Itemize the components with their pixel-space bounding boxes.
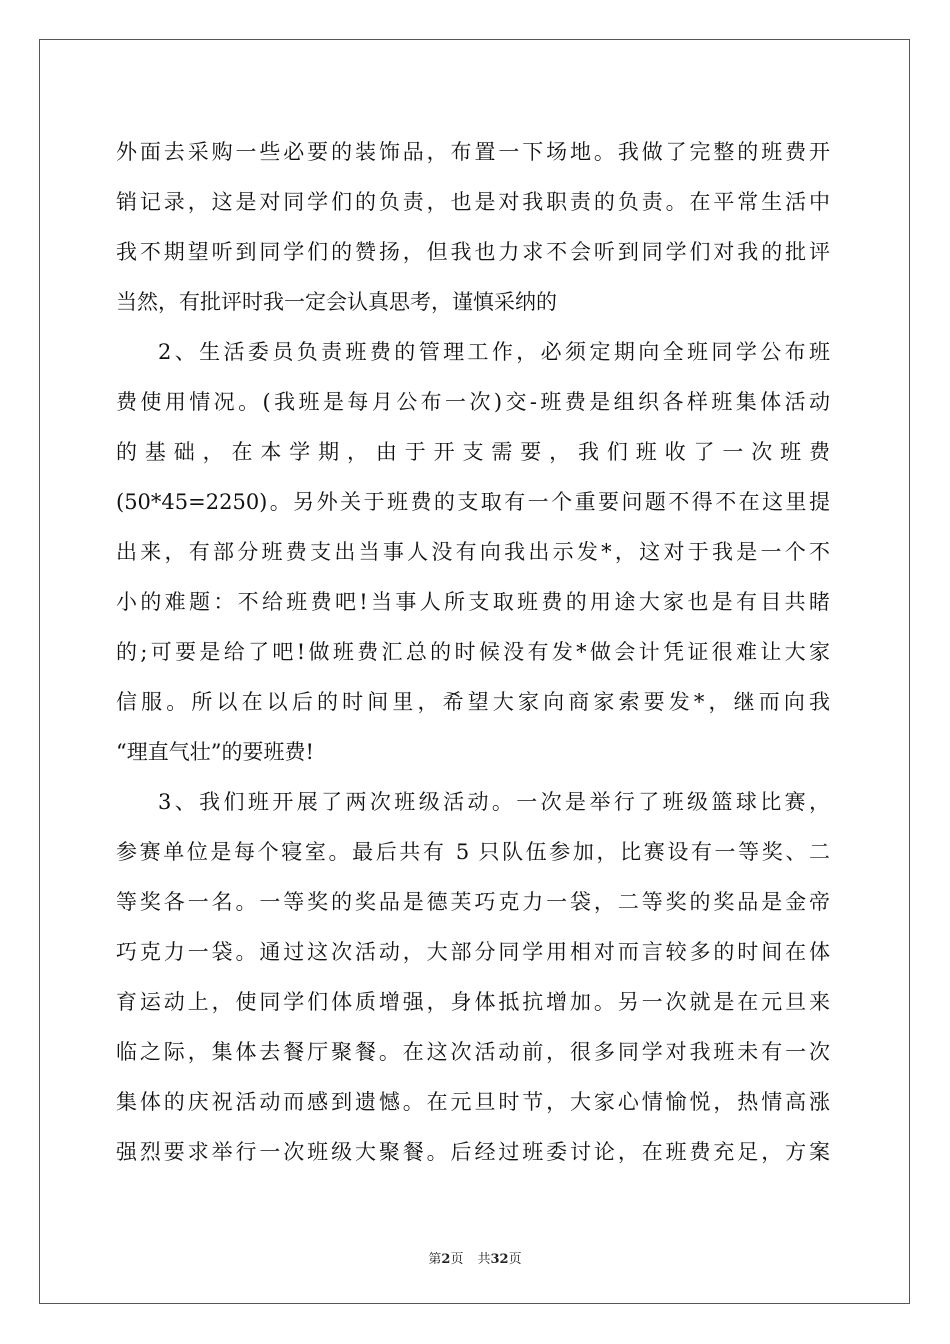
text-line: “理直气壮”的要班费!	[116, 740, 314, 764]
footer-total-prefix: 共	[477, 1252, 491, 1267]
text-line: 育运动上，使同学们体质增强，身体抵抗增加。另一次就是在元旦来	[116, 990, 830, 1014]
text-line: 强烈要求举行一次班级大聚餐。后经过班委讨论，在班费充足，方案	[116, 1140, 830, 1164]
text-line: 信服。所以在以后的时间里，希望大家向商家索要发*，继而向我	[116, 690, 830, 714]
text-line: 当然，有批评时我一定会认真思考，谨慎采纳的	[116, 290, 557, 314]
document-body	[116, 127, 830, 1177]
footer-total-suffix: 页	[508, 1252, 522, 1267]
text-line: 的 基 础 ， 在 本 学 期 ， 由 于 开 支 需 要 ， 我 们 班 收 了 一 次 班 费	[116, 440, 830, 464]
paragraph-first-line: 3、我们班开展了两次班级活动。一次是举行了班级篮球比赛，	[158, 790, 830, 814]
text-line: 的;可要是给了吧!做班费汇总的时候没有发*做会计凭证很难让大家	[116, 640, 830, 664]
current-page-number: 2	[441, 1252, 451, 1267]
text-line: 临之际，集体去餐厅聚餐。在这次活动前，很多同学对我班未有一次	[116, 1040, 830, 1064]
text-line: 参赛单位是每个寝室。最后共有 5 只队伍参加，比赛设有一等奖、二	[116, 840, 830, 864]
text-line: 出来，有部分班费支出当事人没有向我出示发*，这对于我是一个不	[116, 540, 830, 564]
text-line: 费使用情况。(我班是每月公布一次)交-班费是组织各样班集体活动	[116, 390, 830, 414]
total-page-count: 32	[490, 1252, 509, 1267]
text-line: 小的难题：不给班费吧!当事人所支取班费的用途大家也是有目共睹	[116, 590, 830, 614]
text-line: 外面去采购一些必要的装饰品，布置一下场地。我做了完整的班费开	[116, 140, 830, 164]
footer-prefix: 第	[428, 1252, 442, 1267]
text-line: 我不期望听到同学们的赞扬，但我也力求不会听到同学们对我的批评	[116, 240, 830, 264]
text-line: (50*45=2250)。另外关于班费的支取有一个重要问题不得不在这里提	[116, 490, 830, 514]
page-footer	[0, 1248, 950, 1267]
text-line: 等奖各一名。一等奖的奖品是德芙巧克力一袋，二等奖的奖品是金帝	[116, 890, 830, 914]
text-line: 集体的庆祝活动而感到遗憾。在元旦时节，大家心情愉悦，热情高涨	[116, 1090, 830, 1114]
paragraph-first-line: 2、生活委员负责班费的管理工作，必须定期向全班同学公布班	[158, 340, 830, 364]
footer-page-suffix: 页	[450, 1252, 464, 1267]
text-line: 销记录，这是对同学们的负责，也是对我职责的负责。在平常生活中	[116, 190, 830, 214]
text-line: 巧克力一袋。通过这次活动，大部分同学用相对而言较多的时间在体	[116, 940, 830, 964]
